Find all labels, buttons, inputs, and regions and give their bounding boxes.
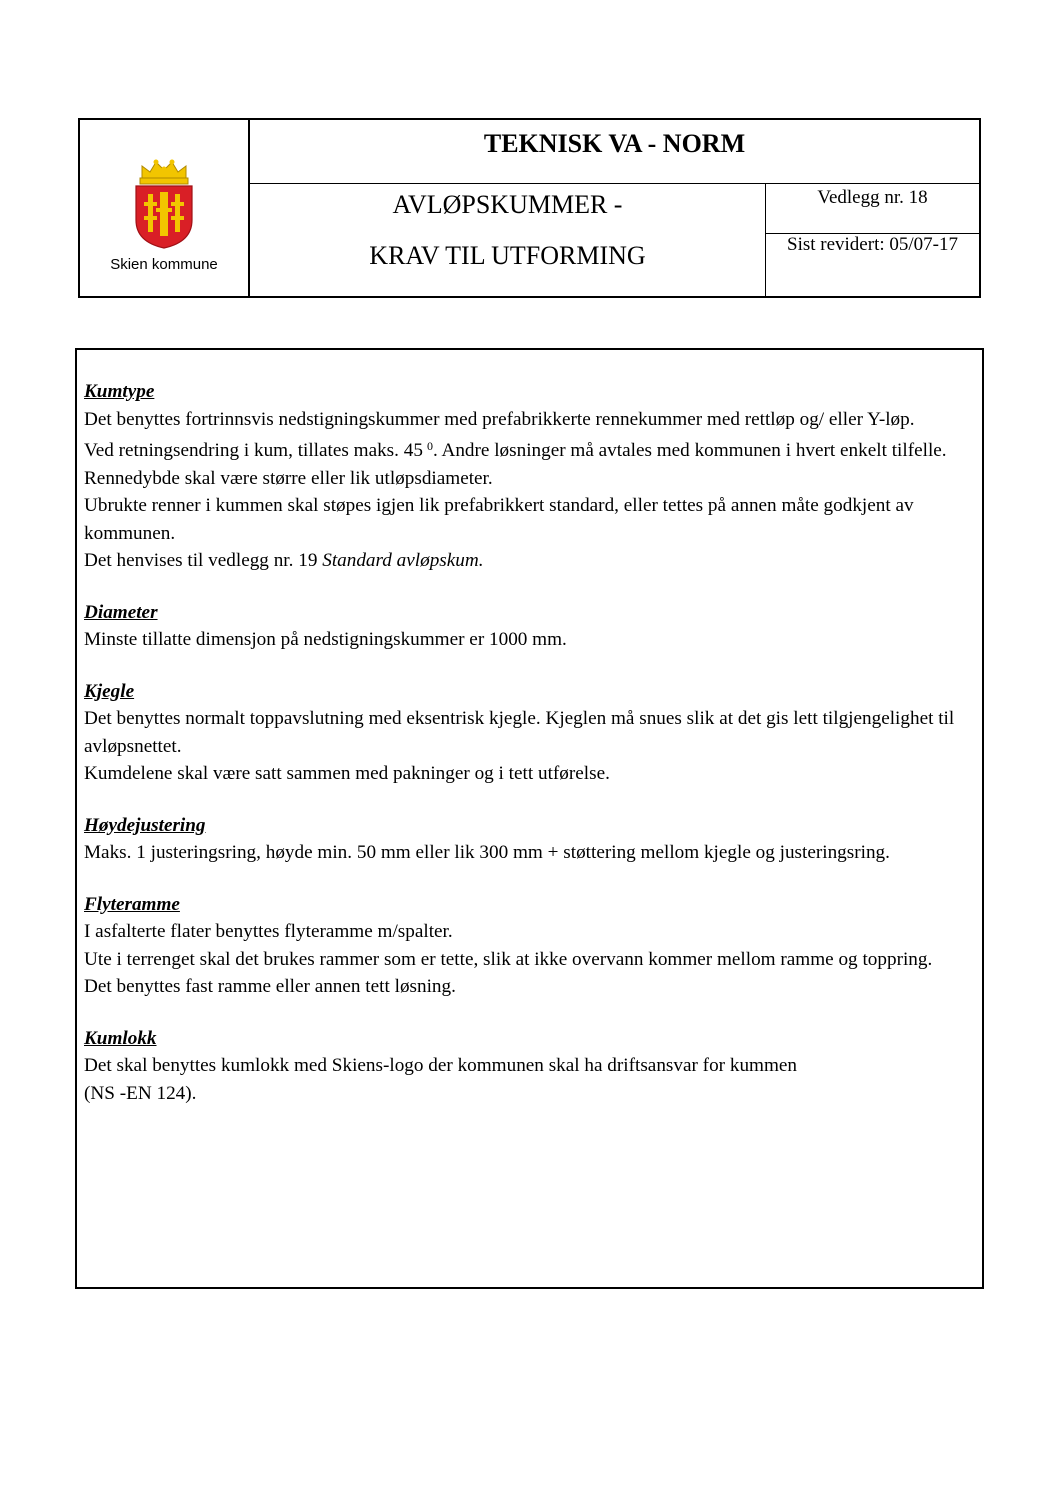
paragraph: Maks. 1 justeringsring, høyde min. 50 mm eller lik 300 mm + støttering mellom kjegle og justeringsring. <box>84 842 890 863</box>
coat-of-arms-icon <box>132 158 196 250</box>
document-header <box>78 118 981 298</box>
paragraph: Minste tillatte dimensjon på nedstigningskummer er 1000 mm. <box>84 629 567 650</box>
section-kumtype <box>84 378 962 575</box>
doc-title-line-1: AVLØPSKUMMER - <box>392 190 623 219</box>
section-kjegle <box>84 678 962 788</box>
paragraph: Det benyttes fortrinnsvis nedstigningskummer med prefabrikkerte rennekummer med rettløp og/ eller Y-løp. <box>84 408 915 430</box>
attachment-number: Vedlegg nr. 18 <box>766 184 979 234</box>
section-diameter <box>84 599 962 654</box>
section-heading: Diameter <box>84 601 158 623</box>
meta-box <box>766 184 979 296</box>
paragraph <box>84 547 962 575</box>
paragraph: Det skal benyttes kumlokk med Skiens-logo der kommunen skal ha driftsansvar for kummen <box>84 1055 798 1076</box>
section-kumlokk <box>84 1025 962 1108</box>
paragraph: (NS -EN 124). <box>84 1082 197 1104</box>
text-span: Det henvises til vedlegg nr. 19 <box>84 550 323 571</box>
logo-cell <box>80 120 250 296</box>
paragraph: Ubrukte renner i kummen skal støpes igjen lik prefabrikkert standard, eller tettes på annen måte godkjent av kommunen. <box>84 495 914 544</box>
main-title: TEKNISK VA - NORM <box>250 120 979 184</box>
paragraph: Det benyttes normalt toppavslutning med eksentrisk kjegle. Kjeglen må snues slik at det gis lett tilgjengelighet til avløpsnettet. <box>84 708 955 757</box>
paragraph: I asfalterte flater benyttes flyteramme m/spalter. <box>84 921 453 942</box>
superscript: 0 <box>426 439 433 453</box>
content-body <box>84 378 962 1131</box>
section-heading: Kumtype <box>84 381 155 402</box>
section-flyteramme <box>84 891 962 1001</box>
paragraph: Kumdelene skal være satt sammen med pakninger og i tett utførelse. <box>84 763 610 784</box>
document-reference: Standard avløpskum. <box>322 550 484 571</box>
section-heading: Kjegle <box>84 680 135 702</box>
doc-title <box>250 184 766 296</box>
paragraph <box>84 433 962 465</box>
section-heading: Flyteramme <box>84 893 180 915</box>
paragraph: Ute i terrenget skal det brukes rammer som er tette, slik at ikke overvann kommer mellom ramme og toppring. Det benyttes fast ramme eller annen tett løsning. <box>84 948 933 997</box>
section-heading: Høydejustering <box>84 814 206 836</box>
section-hoydejustering <box>84 812 962 867</box>
section-heading: Kumlokk <box>84 1027 157 1049</box>
text-span: . Andre løsninger må avtales med kommunen i hvert enkelt tilfelle. <box>432 440 947 461</box>
paragraph: Rennedybde skal være større eller lik utløpsdiameter. <box>84 467 493 489</box>
content-box <box>75 348 984 1289</box>
doc-title-line-2: KRAV TIL UTFORMING <box>369 241 646 270</box>
org-name: Skien kommune <box>110 256 218 273</box>
text-span: Ved retningsendring i kum, tillates maks. 45 <box>84 440 423 461</box>
revision-date: Sist revidert: 05/07-17 <box>787 234 958 255</box>
